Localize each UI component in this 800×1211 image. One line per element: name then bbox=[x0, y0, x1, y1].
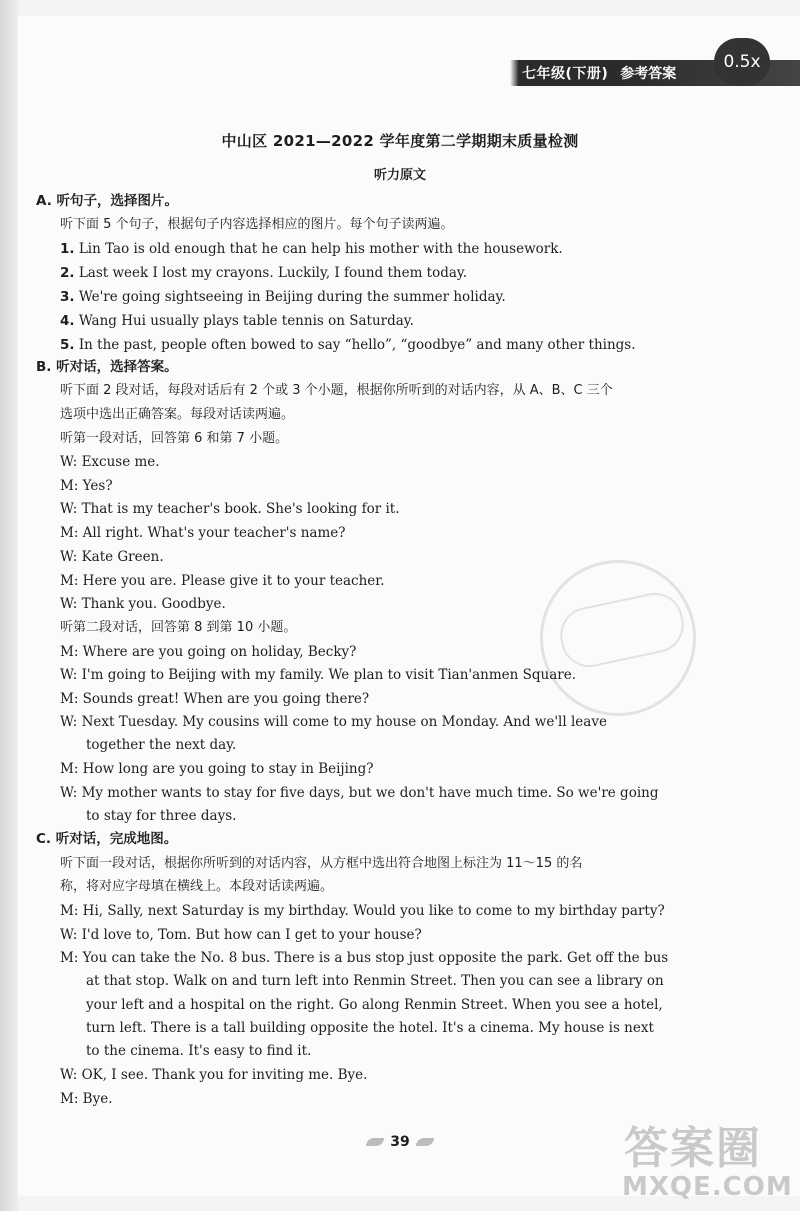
section-b-instruction: 选项中选出正确答案。每段对话读两遍。 bbox=[60, 407, 295, 422]
dialog-line: W: Next Tuesday. My cousins will come to my house on Monday. And we'll leave bbox=[60, 714, 607, 730]
leaf-icon bbox=[416, 1138, 434, 1146]
dialog-line: W: My mother wants to stay for five days, but we don't have much time. So we're going bbox=[60, 785, 659, 801]
section-c-heading: C. 听对话，完成地图。 bbox=[36, 831, 178, 847]
dialog-line: M: How long are you going to stay in Beijing? bbox=[60, 761, 374, 777]
dialog-line: W: Kate Green. bbox=[60, 549, 164, 565]
list-item: 4. Wang Hui usually plays table tennis on Saturday. bbox=[60, 313, 414, 329]
playback-speed-button[interactable]: 0.5x bbox=[714, 38, 770, 86]
list-item: 5. In the past, people often bowed to say “hello”, “goodbye” and many other things. bbox=[60, 337, 636, 353]
dialog-line-continued: together the next day. bbox=[86, 737, 237, 753]
dialog-line: M: Here you are. Please give it to your teacher. bbox=[60, 573, 385, 589]
dialog-line-continued: turn left. There is a tall building opposite the hotel. It's a cinema. My house is next bbox=[86, 1020, 654, 1036]
grade-label: 七年级(下册) bbox=[522, 66, 609, 82]
dialog-line: M: You can take the No. 8 bus. There is a bus stop just opposite the park. Get off the bus bbox=[60, 950, 669, 966]
page-subtitle: 听力原文 bbox=[373, 168, 426, 183]
list-item: 2. Last week I lost my crayons. Luckily, I found them today. bbox=[60, 265, 468, 281]
dialog-2-intro: 听第二段对话，回答第 8 到第 10 小题。 bbox=[60, 620, 297, 635]
section-c-instruction: 称，将对应字母填在横线上。本段对话读两遍。 bbox=[60, 879, 334, 894]
list-item: 3. We're going sightseeing in Beijing during the summer holiday. bbox=[60, 289, 506, 305]
site-watermark bbox=[618, 1110, 793, 1206]
section-c-instruction: 听下面一段对话，根据你所听到的对话内容，从方框中选出符合地图上标注为 11～15 的名 bbox=[60, 856, 583, 871]
answer-section-label: 参考答案 bbox=[620, 66, 677, 82]
dialog-line: W: I'm going to Beijing with my family. We plan to visit Tian'anmen Square. bbox=[60, 667, 576, 683]
watermark-url: MXQE.COM bbox=[622, 1172, 793, 1202]
dialog-line: W: OK, I see. Thank you for inviting me. Bye. bbox=[60, 1067, 368, 1083]
section-a-instruction: 听下面 5 个句子，根据句子内容选择相应的图片。每个句子读两遍。 bbox=[60, 217, 454, 232]
dialog-line: W: That is my teacher's book. She's looking for it. bbox=[60, 501, 400, 517]
dialog-line: W: Thank you. Goodbye. bbox=[60, 596, 226, 612]
dialog-1-intro: 听第一段对话，回答第 6 和第 7 小题。 bbox=[60, 431, 289, 446]
dialog-line: M: Yes? bbox=[60, 478, 113, 494]
page-title: 中山区 2021—2022 学年度第二学期期末质量检测 bbox=[221, 132, 579, 150]
dialog-line: M: Where are you going on holiday, Becky? bbox=[60, 644, 357, 660]
page-number: 39 bbox=[0, 1134, 800, 1150]
dialog-line: M: All right. What's your teacher's name? bbox=[60, 525, 346, 541]
dialog-line-continued: to stay for three days. bbox=[86, 808, 237, 824]
section-a-heading: A. 听句子，选择图片。 bbox=[36, 193, 179, 209]
section-b-instruction: 听下面 2 段对话，每段对话后有 2 个或 3 个小题，根据你所听到的对话内容，从 A、B、C 三个 bbox=[60, 383, 613, 398]
dialog-line: M: Bye. bbox=[60, 1091, 113, 1107]
list-item: 1. Lin Tao is old enough that he can help his mother with the housework. bbox=[60, 241, 563, 257]
section-b-heading: B. 听对话，选择答案。 bbox=[36, 359, 178, 375]
dialog-line-continued: to the cinema. It's easy to find it. bbox=[86, 1043, 312, 1059]
dialog-line: W: I'd love to, Tom. But how can I get to your house? bbox=[60, 927, 422, 943]
dialog-line: M: Sounds great! When are you going there? bbox=[60, 691, 370, 707]
dialog-line-continued: your left and a hospital on the right. Go along Renmin Street. When you see a hotel, bbox=[86, 997, 663, 1013]
dialog-line-continued: at that stop. Walk on and turn left into Renmin Street. Then you can see a library on bbox=[86, 973, 664, 989]
leaf-icon bbox=[366, 1138, 384, 1146]
dialog-line: M: Hi, Sally, next Saturday is my birthday. Would you like to come to my birthday party? bbox=[60, 903, 665, 919]
dialog-line: W: Excuse me. bbox=[60, 454, 160, 470]
watermark-logo-text: 答案圈 bbox=[624, 1123, 762, 1174]
